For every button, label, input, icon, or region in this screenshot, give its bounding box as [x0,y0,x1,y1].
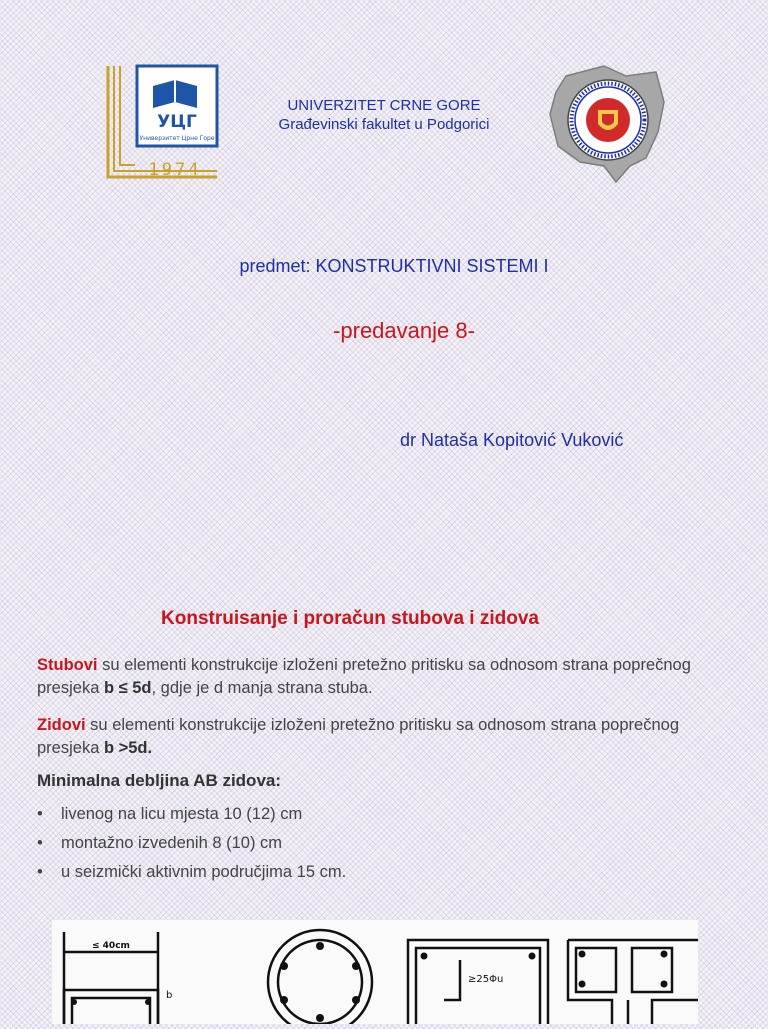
walls-formula: b >5d. [103,739,153,757]
lecture-number: -predavanje 8- [333,318,475,343]
slide-heading: Konstruisanje i proračun stubova i zidova [161,608,539,629]
subject-title: predmet: KONSTRUKTIVNI SISTEMI I [239,256,549,276]
columns-paragraph [37,654,737,700]
columns-text: su elementi konstrukcije izloženi pretežno pritisku sa odnosom strana poprečnog presjeka [37,656,691,697]
ucg-logo-letters: УЦГ [157,112,197,132]
faculty-name: Građevinski fakultet u Podgorici [278,116,490,133]
author-name: dr Nataša Kopitović Vuković [400,430,624,450]
dimension-label: ≤ 40cm [92,941,130,951]
content-slide [0,576,768,1024]
list-item: • u seizmički aktivnim područjima 15 cm. [37,858,346,887]
columns-formula: b ≤ 5d [103,679,152,697]
thickness-list [37,800,346,887]
min-thickness-title: Minimalna debljina AB zidova: [37,771,282,790]
columns-text-end: , gdje je d manja strana stuba. [151,679,373,697]
faculty-emblem [546,62,668,184]
list-item: • livenog na licu mjesta 10 (12) cm [37,800,346,829]
ucg-logo-caption: Универзитет Црне Горе [139,135,215,142]
ucg-logo-year: 1974 [148,160,202,180]
term-walls: Zidovi [37,716,86,734]
term-columns: Stubovi [37,656,98,674]
list-item: • montažno izvedenih 8 (10) cm [37,829,346,858]
dimension-label: b [166,990,173,1001]
university-name: UNIVERZITET CRNE GORE [287,97,481,114]
cross-section-drawings [52,920,698,1024]
dimension-label: ≥25Φu [468,974,504,985]
walls-paragraph [37,714,737,760]
walls-text: su elementi konstrukcije izloženi pretežno pritisku sa odnosom strana poprečnog presjeka [37,716,679,757]
reinforcement-figure [52,920,698,1024]
